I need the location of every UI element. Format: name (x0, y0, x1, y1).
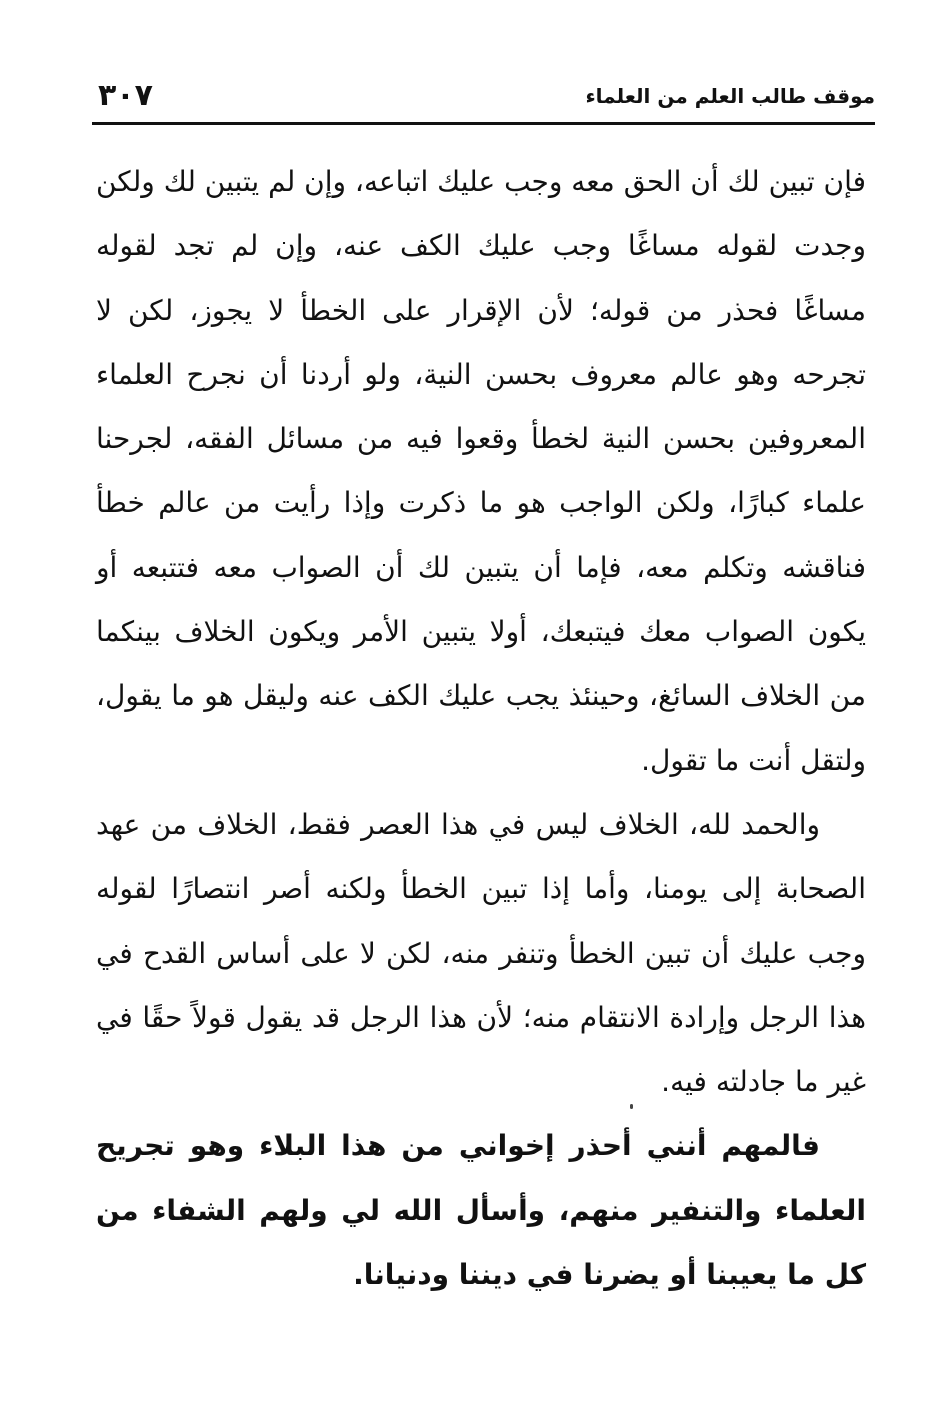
paragraph-2: والحمد لله، الخلاف ليس في هذا العصر فقط، الخلاف من عهد الصحابة إلى يومنا، وأما إذا تبين الخطأ ولكنه أصر انتصارًا لقوله وجب عليك أن تبين الخطأ وتنفر منه، لكن لا على أساس القدح في هذا الرجل وإرادة الانتقام منه؛ لأن هذا الرجل قد يقول قولاً حقًا في غير ما جادلته فيه. (96, 807, 866, 1099)
book-title: موقف طالب العلم من العلماء (585, 84, 875, 108)
page-number: ٣٠٧ (98, 78, 153, 113)
running-head (92, 70, 875, 122)
header-divider (92, 122, 875, 125)
paragraph-3: فالمهم أنني أحذر إخواني من هذا البلاء وهو تجريح العلماء والتنفير منهم، وأسأل الله لي ولهم الشفاء من كل ما يعيبنا أو يضرنا في ديننا ودنيانا. (96, 1129, 866, 1292)
paragraph-1: فإن تبين لك أن الحق معه وجب عليك اتباعه، وإن لم يتبين لك ولكن وجدت لقوله مساغًا وجب عليك الكف عنه، وإن لم تجد لقوله مساغًا فحذر من قوله؛ لأن الإقرار على الخطأ لا يجوز، لكن لا تجرحه وهو عالم معروف بحسن النية، ولو أردنا أن نجرح العلماء المعروفين بحسن النية لخطأ وقعوا فيه من مسائل الفقه، لجرحنا علماء كبارًا، ولكن الواجب هو ما ذكرت وإذا رأيت من عالم خطأ فناقشه وتكلم معه، فإما أن يتبين لك أن الصواب معه فتتبعه أو يكون الصواب معك فيتبعك، أولا يتبين الأمر ويكون الخلاف بينكما من الخلاف السائغ، وحينئذ يجب عليك الكف عنه وليقل هو ما يقول، ولتقل أنت ما تقول. (95, 165, 866, 777)
body-text (96, 150, 866, 1307)
scan-speck (630, 1104, 633, 1109)
